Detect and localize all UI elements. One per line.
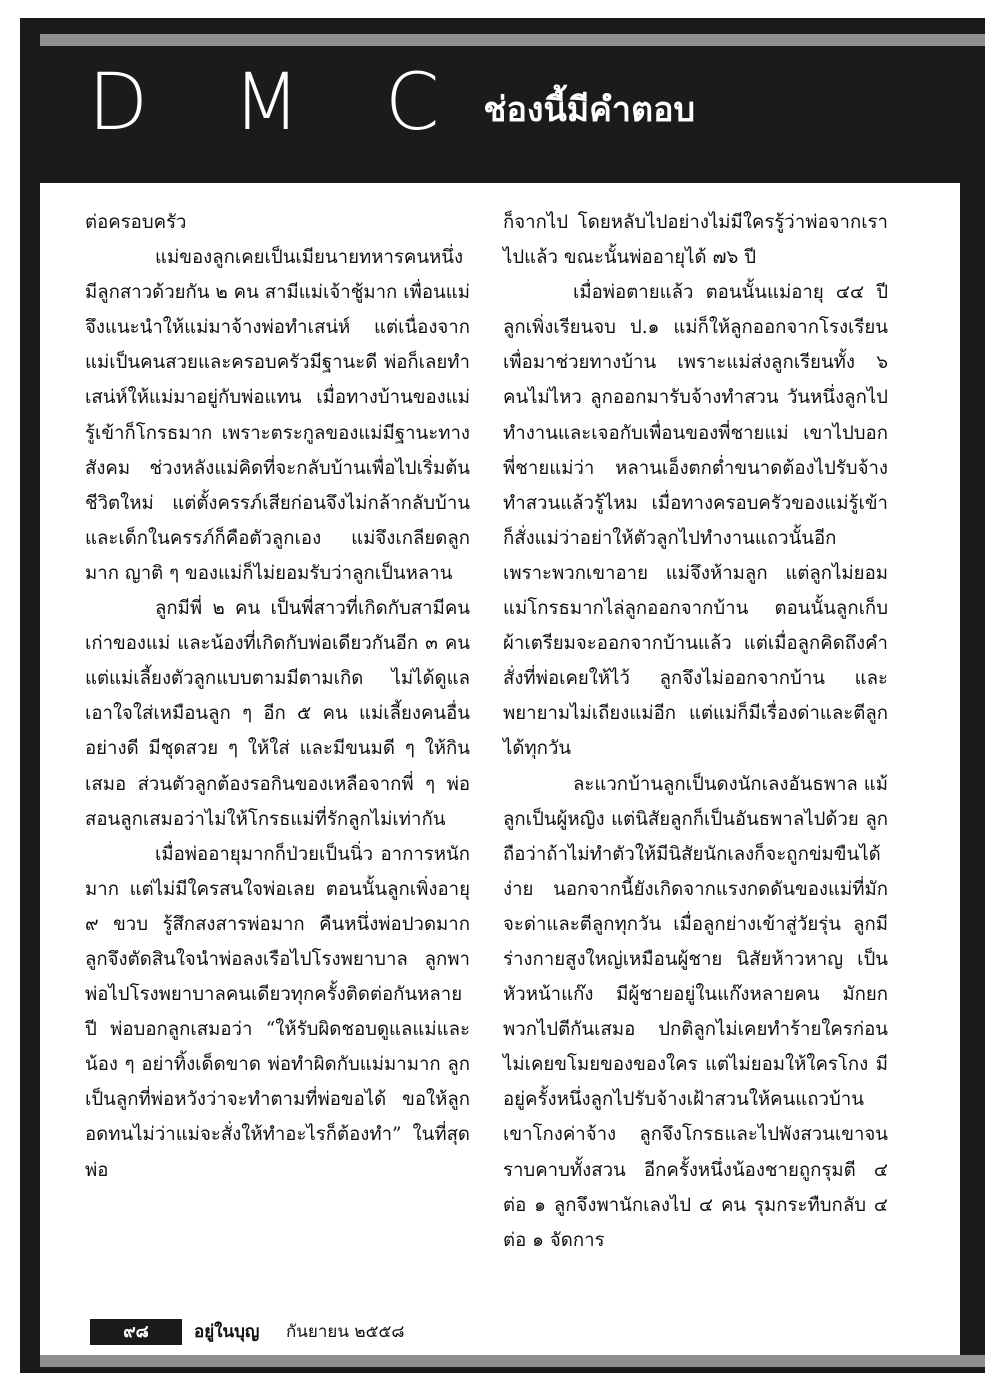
page-number: ๙๘ [90, 1319, 182, 1345]
paragraph: เมื่อพ่อตายแล้ว ตอนนั้นแม่อายุ ๔๔ ปี ลูกเพิ่งเรียนจบ ป.๑ แม่ก็ให้ลูกออกจากโรงเรียนเพื่อมาช่วยทางบ้าน เพราะแม่ส่งลูกเรียนทั้ง ๖ คนไม่ไหว ลูกออกมารับจ้างทำสวน วันหนึ่งลูกไปทำงานและเจอกับเพื่อนของพี่ชายแม่ เขาไปบอกพี่ชายแม่ว่า หลานเอ็งตกต่ำขนาดต้องไปรับจ้างทำสวนแล้วรู้ไหม เมื่อทางครอบครัวของแม่รู้เข้าก็สั่งแม่ว่าอย่าให้ตัวลูกไปทำงานแถวนั้นอีก เพราะพวกเขาอาย แม่จึงห้ามลูก แต่ลูกไม่ยอม แม่โกรธมากไล่ลูกออกจากบ้าน ตอนนั้นลูกเก็บผ้าเตรียมจะออกจากบ้านแล้ว แต่เมื่อลูกคิดถึงคำสั่งที่พ่อเคยให้ไว้ ลูกจึงไม่ออกจากบ้าน และพยายามไม่เถียงแม่อีก แต่แม่ก็มีเรื่องด่าและตีลูกได้ทุกวัน [503, 282, 888, 760]
column-subtitle: ช่องนี้มีคำตอบ [483, 90, 696, 130]
footer [40, 1313, 960, 1355]
paragraph: แม่ของลูกเคยเป็นเมียนายทหารคนหนึ่ง มีลูกสาวด้วยกัน ๒ คน สามีแม่เจ้าชู้มาก เพื่อนแม่จึงแนะนำให้แม่มาจ้างพ่อทำเสน่ห์ แต่เนื่องจากแม่เป็นคนสวยและครอบครัวมีฐานะดี พ่อก็เลยทำเสน่ห์ให้แม่มาอยู่กับพ่อแทน เมื่อทางบ้านของแม่รู้เข้าก็โกรธมาก เพราะตระกูลของแม่มีฐานะทางสังคม ช่วงหลังแม่คิดที่จะกลับบ้านเพื่อไปเริ่มต้นชีวิตใหม่ แต่ตั้งครรภ์เสียก่อนจึงไม่กล้ากลับบ้าน และเด็กในครรภ์ก็คือตัวลูกเอง แม่จึงเกลียดลูกมาก ญาติ ๆ ของแม่ก็ไม่ยอมรับว่าลูกเป็นหลาน [85, 247, 470, 584]
paragraph: ก็จากไป โดยหลับไปอย่างไม่มีใครรู้ว่าพ่อจากเราไปแล้ว ขณะนั้นพ่ออายุได้ ๗๖ ปี [503, 212, 888, 269]
top-rule [40, 34, 985, 46]
paragraph: ละแวกบ้านลูกเป็นดงนักเลงอันธพาล แม้ลูกเป็นผู้หญิง แต่นิสัยลูกก็เป็นอันธพาลไปด้วย ลูกถือว่าถ้าไม่ทำตัวให้มีนิสัยนักเลงก็จะถูกข่มขืนได้ง่าย นอกจากนี้ยังเกิดจากแรงกดดันของแม่ที่มักจะด่าและตีลูกทุกวัน เมื่อลูกย่างเข้าสู่วัยรุ่น ลูกมีร่างกายสูงใหญ่เหมือนผู้ชาย นิสัยห้าวหาญ เป็นหัวหน้าแก๊ง มีผู้ชายอยู่ในแก๊งหลายคน มักยกพวกไปตีกันเสมอ ปกติลูกไม่เคยทำร้ายใครก่อน ไม่เคยขโมยของของใคร แต่ไม่ยอมให้ใครโกง มีอยู่ครั้งหนึ่งลูกไปรับจ้างเฝ้าสวนให้คนแถวบ้าน เขาโกงค่าจ้าง ลูกจึงโกรธและไปพังสวนเขาจนราบคาบทั้งสวน อีกครั้งหนึ่งน้องชายถูกรุมตี ๔ ต่อ ๑ ลูกจึงพานักเลงไป ๔ คน รุมกระทืบกลับ ๔ ต่อ ๑ จัดการ [503, 773, 888, 1251]
header [88, 58, 968, 180]
issue-date: กันยายน ๒๕๕๘ [286, 1322, 405, 1342]
right-column [503, 205, 888, 1258]
left-column [85, 205, 470, 1188]
article-page [40, 183, 960, 1313]
column-title: D M C [88, 58, 470, 148]
magazine-name: อยู่ในบุญ [194, 1322, 260, 1342]
paragraph: ต่อครอบครัว [85, 212, 187, 233]
paragraph: ลูกมีพี่ ๒ คน เป็นพี่สาวที่เกิดกับสามีคนเก่าของแม่ และน้องที่เกิดกับพ่อเดียวกันอีก ๓ คน แต่แม่เลี้ยงตัวลูกแบบตามมีตามเกิด ไม่ได้ดูแลเอาใจใส่เหมือนลูก ๆ อีก ๕ คน แม่เลี้ยงคนอื่นอย่างดี มีชุดสวย ๆ ให้ใส่ และมีขนมดี ๆ ให้กินเสมอ ส่วนตัวลูกต้องรอกินของเหลือจากพี่ ๆ พ่อสอนลูกเสมอว่าไม่ให้โกรธแม่ที่รักลูกไม่เท่ากัน [85, 598, 470, 830]
bottom-rule [40, 1355, 985, 1367]
paragraph: เมื่อพ่ออายุมากก็ป่วยเป็นนิ่ว อาการหนักมาก แต่ไม่มีใครสนใจพ่อเลย ตอนนั้นลูกเพิ่งอายุ ๙ ขวบ รู้สึกสงสารพ่อมาก คืนหนึ่งพ่อปวดมาก ลูกจึงตัดสินใจนำพ่อลงเรือไปโรงพยาบาล ลูกพาพ่อไปโรงพยาบาลคนเดียวทุกครั้งติดต่อกันหลายปี พ่อบอกลูกเสมอว่า “ให้รับผิดชอบดูแลแม่และน้อง ๆ อย่าทิ้งเด็ดขาด พ่อทำผิดกับแม่มามาก ลูกเป็นลูกที่พ่อหวังว่าจะทำตามที่พ่อขอได้ ขอให้ลูกอดทนไม่ว่าแม่จะสั่งให้ทำอะไรก็ต้องทำ” ในที่สุดพ่อ [85, 843, 470, 1181]
